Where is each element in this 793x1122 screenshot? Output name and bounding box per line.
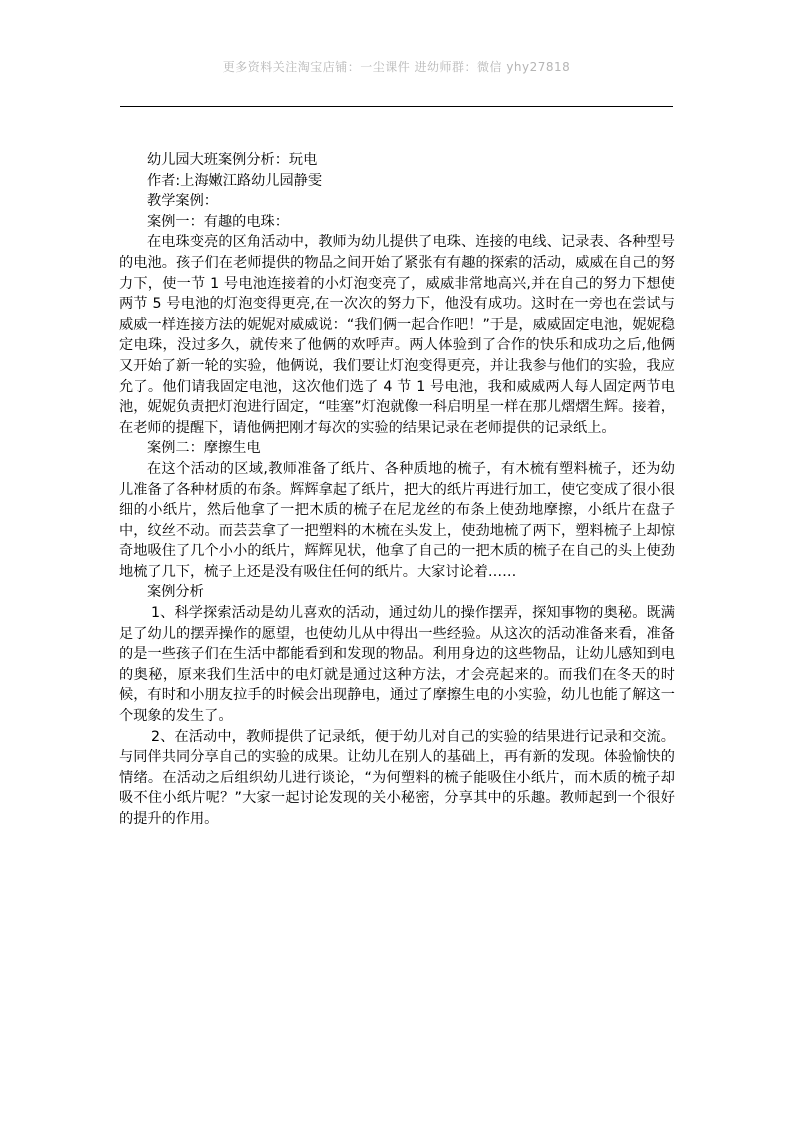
analysis-paragraph-1: 1、科学探索活动是幼儿喜欢的活动，通过幼儿的操作摆弄，探知事物的奥秘。既满足了幼儿的摆弄操作的愿望，也使幼儿从中得出一些经验。从这次的活动准备来看，准备的是一些孩子们在生活中都能看到和发现的物品。利用身边的这些物品，让幼儿感知到电的奥秘，原来我们生活中的电灯就是通过这种方法，才会亮起来的。而我们在冬天的时候，有时和小朋友拉手的时候会出现静电，通过了摩擦生电的小实验，幼儿也能了解这一个现象的发生了。 bbox=[119, 605, 675, 725]
document-body bbox=[119, 150, 675, 830]
document-author: 作者:上海嫩江路幼儿园静雯 bbox=[147, 172, 323, 189]
case1-heading: 案例一：有趣的电珠： bbox=[147, 213, 289, 230]
case2-heading: 案例二：摩擦生电 bbox=[147, 440, 261, 457]
page-header-watermark: 更多资料关注淘宝店铺：一尘课件 进幼师群：微信 yhy27818 bbox=[222, 60, 571, 74]
case2-paragraph: 在这个活动的区域,教师准备了纸片、各种质地的梳子，有木梳有塑料梳子，还为幼儿准备了各种材质的布条。辉辉拿起了纸片，把大的纸片再进行加工，使它变成了很小很细的小纸片，然后他拿了一把木质的梳子在尼龙丝的布条上使劲地摩擦，小纸片在盘子中，纹丝不动。而芸芸拿了一把塑料的木梳在头发上，使劲地梳了两下，塑料梳子上却惊奇地吸住了几个小小的纸片，辉辉见状，他拿了自己的一把木质的梳子在自己的头上使劲地梳了几下，梳子上还是没有吸住任何的纸片。大家讨论着…… bbox=[119, 460, 675, 580]
analysis-paragraph-2: 2、在活动中，教师提供了记录纸，便于幼儿对自己的实验的结果进行记录和交流。与同伴共同分享自己的实验的成果。让幼儿在别人的基础上，再有新的发现。体验愉快的情绪。在活动之后组织幼儿进行谈论，“为何塑料的梳子能吸住小纸片，而木质的梳子却吸不住小纸片呢？”大家一起讨论发现的关小秘密，分享其中的乐趣。教师起到一个很好的提升的作用。 bbox=[119, 728, 675, 827]
case1-paragraph: 在电珠变亮的区角活动中，教师为幼儿提供了电珠、连接的电线、记录表、各种型号的电池。孩子们在老师提供的物品之间开始了紧张有有趣的探索的活动，威威在自己的努力下，使一节 1 号电池连接着的小灯泡变亮了，威威非常地高兴,并在自己的努力下想使两节 5 号电池的灯泡变得更亮,在一次次的努力下，他没有成功。这时在一旁也在尝试与威威一样连接方法的妮妮对威威说：“我们俩一起合作吧！”于是，威威固定电池，妮妮稳定电珠，没过多久，就传来了他俩的欢呼声。两人体验到了合作的快乐和成功之后,他俩又开始了新一轮的实验，他俩说，我们要让灯泡变得更亮，并让我参与他们的实验，我应允了。他们请我固定电池，这次他们选了 4 节 1 号电池，我和威威两人每人固定两节电池，妮妮负责把灯泡进行固定，“哇塞”灯泡就像一科启明星一样在那儿熠熠生辉。接着，在老师的提醒下，请他俩把刚才每次的实验的结果记录在老师提供的记录纸上。 bbox=[119, 234, 675, 436]
analysis-heading: 案例分析 bbox=[147, 584, 204, 601]
section-heading-teaching-cases: 教学案例： bbox=[147, 193, 218, 210]
header-divider bbox=[120, 106, 673, 107]
document-title: 幼儿园大班案例分析：玩电 bbox=[147, 152, 318, 168]
